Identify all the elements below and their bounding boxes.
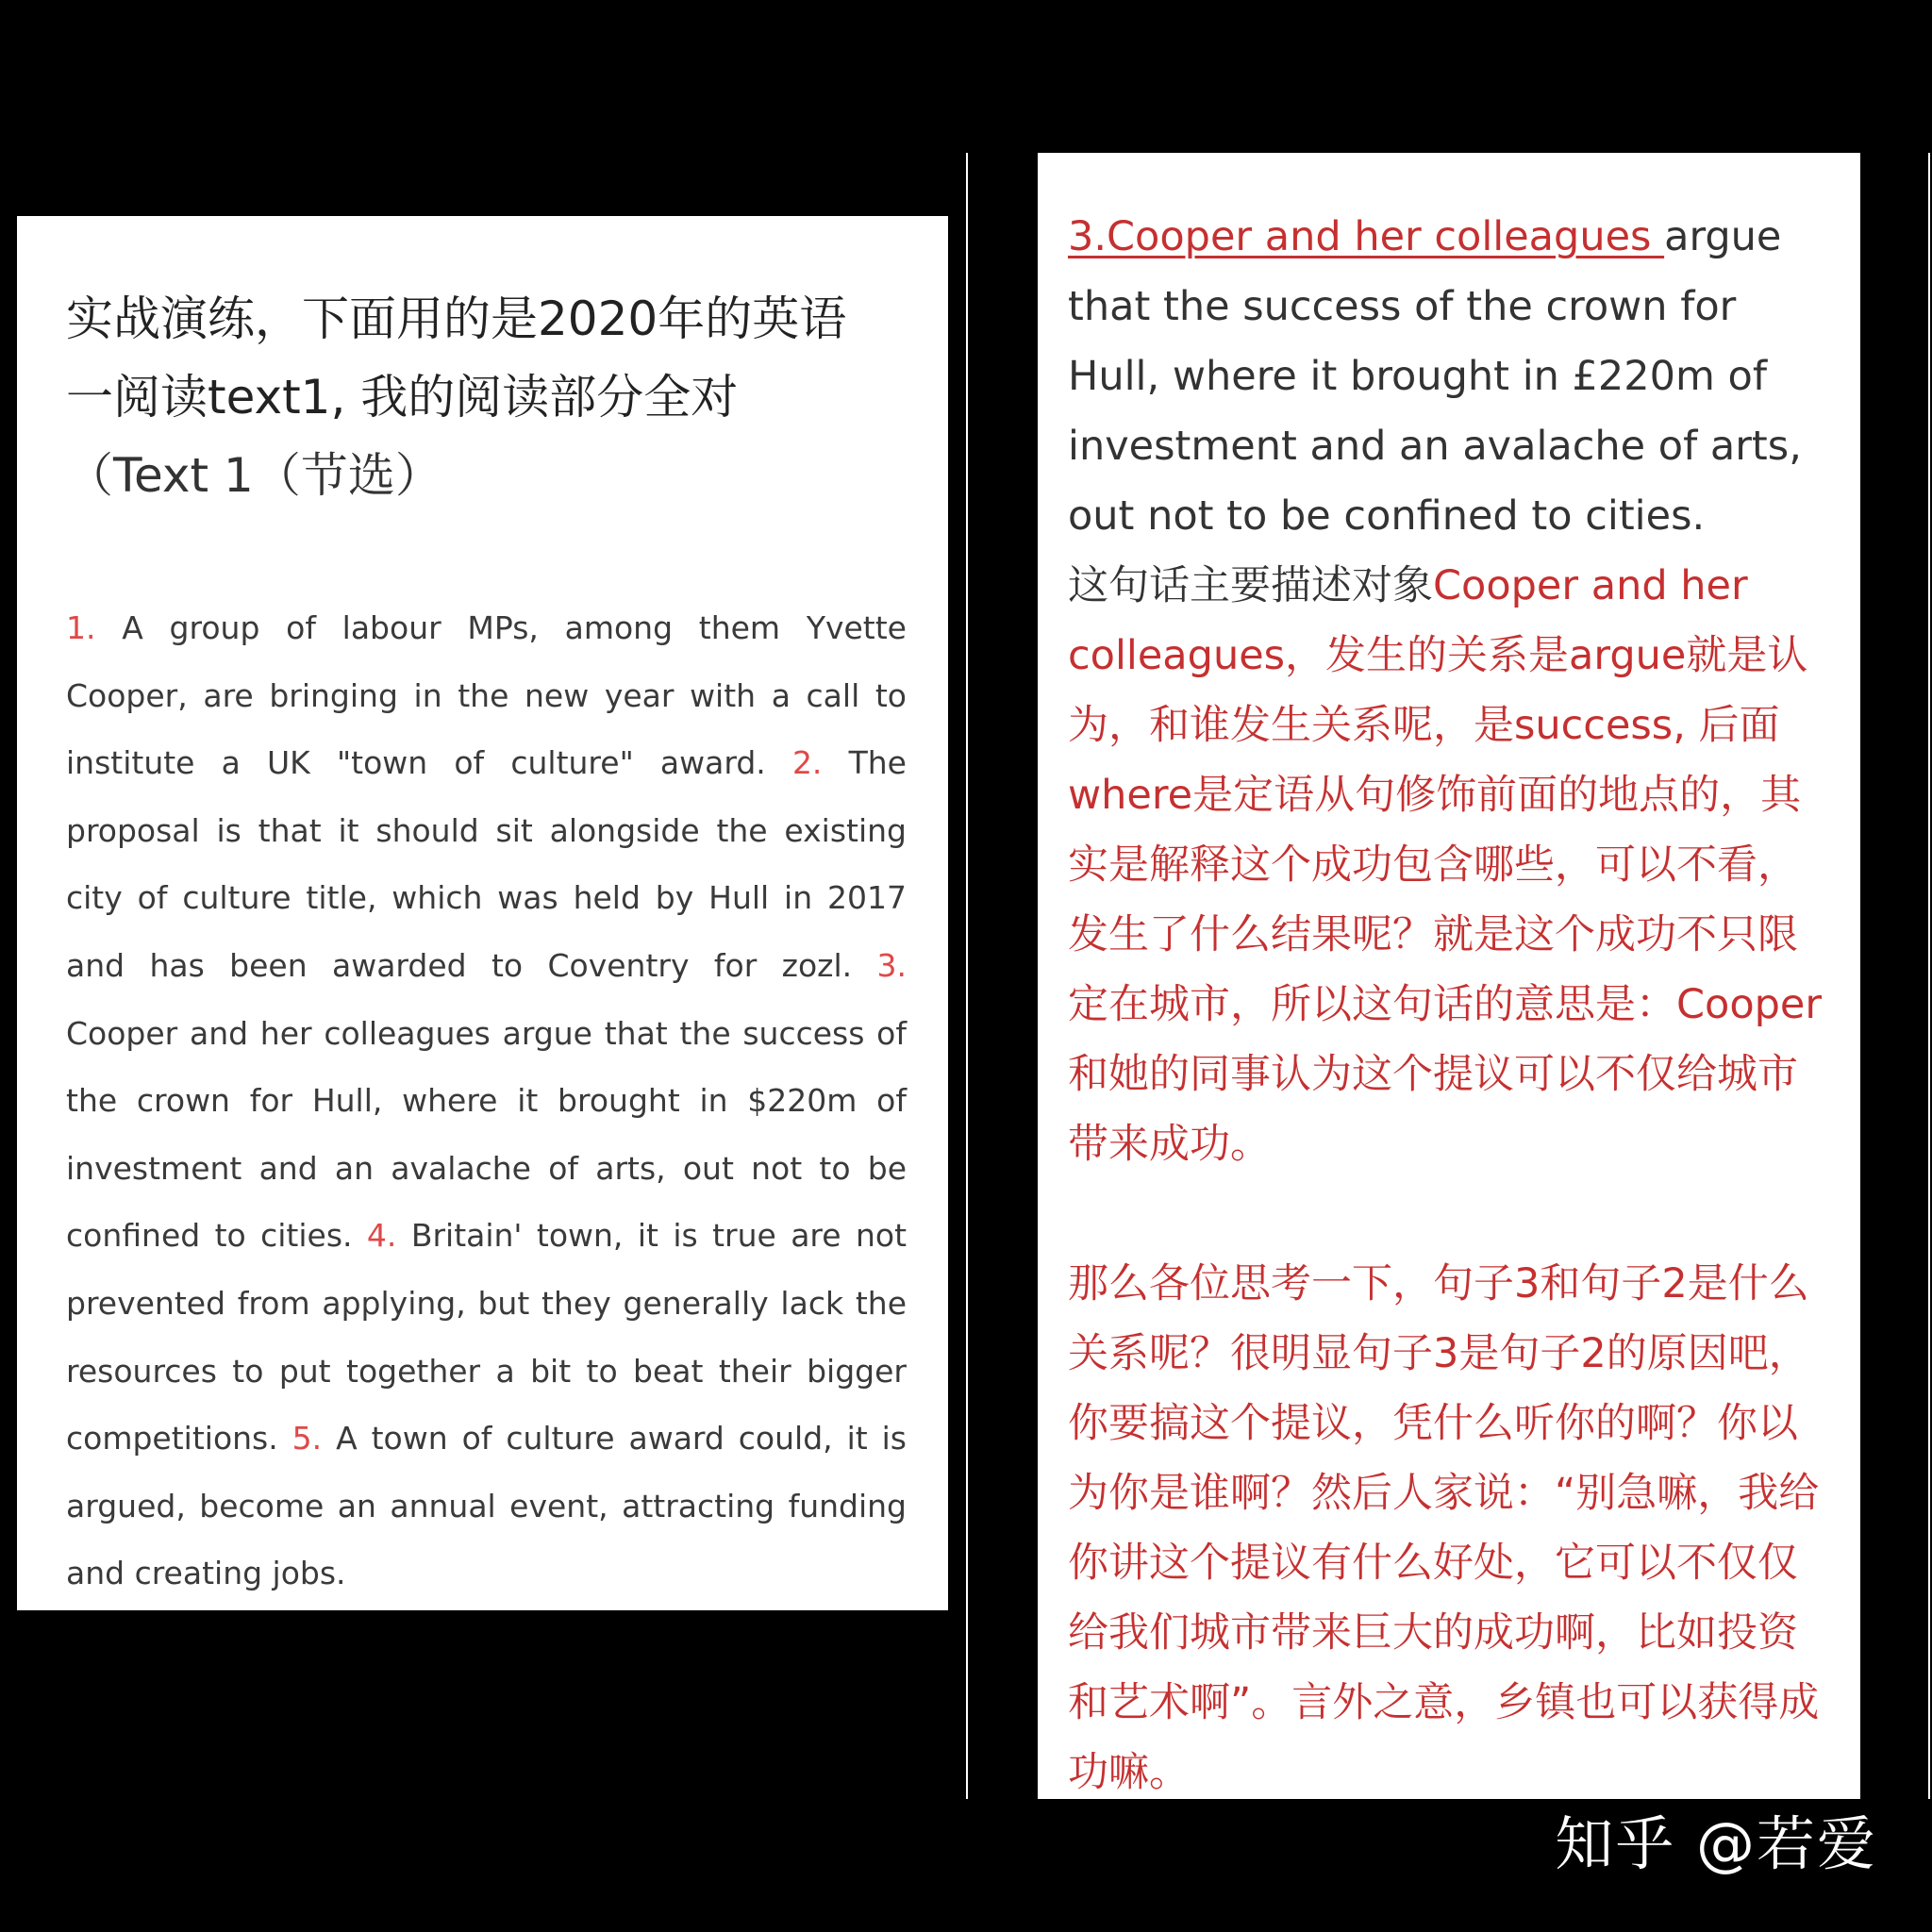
divider-line (966, 153, 968, 1799)
left-document-card (17, 216, 948, 1610)
sentence-text: Britain' town, it is true are not prevented from applying, but they generally lack the resources to put together a bit to beat their bigger competitions. (66, 1217, 908, 1457)
sentence-rest: argue that the success of the crown for Hull, where it brought in £220m of investment and an avalache of arts, out not to be confined to cities. (1068, 213, 1802, 540)
divider-line (1928, 153, 1930, 1799)
sentence-number: 1. (66, 609, 96, 646)
watermark: 知乎 @若爱 (1555, 1809, 1877, 1878)
sentence-text: Cooper and her colleagues argue that the success of the crown for Hull, where it brought in $220m of investment and an avalache of arts, out not to be confined to cities. (66, 1014, 907, 1255)
sentence-text: The proposal is that it should sit alongside the existing city of culture title, which was held by Hull in 2017 and has been awarded to Coventry for zozl. (66, 744, 907, 984)
sentence-text: A town of culture award could, it is argued, become an annual event, attracting funding and creating jobs. (66, 1420, 907, 1592)
analysis-body: Cooper and her colleagues，发生的关系是argue就是认为，和谁发生关系呢，是success, 后面where是定语从句修饰前面的地点的，其实是解释这个成功包含哪些，可以不看，发生了什么结果呢？就是这个成功不只限定在城市，所以这句话的意思是：Cooper和她的同事认为这个提议可以不仅给城市带来成功。 (1068, 562, 1823, 1168)
analysis-paragraph (1068, 551, 1832, 1179)
right-analysis-card (1038, 153, 1860, 1799)
passage-text (66, 594, 907, 1607)
heading-line: 实战演练，下面用的是2020年的英语 (66, 291, 847, 346)
sentence-subject: 3.Cooper and her colleagues (1068, 213, 1665, 260)
sentence-number: 3. (876, 946, 907, 984)
sentence-number: 2. (791, 744, 823, 782)
sentence-text: A group of labour MPs, among them Yvette Cooper, are bringing in the new year with a call to institute a UK "town of culture" award. (66, 609, 907, 782)
sentence-number: 4. (366, 1217, 397, 1255)
sentence-number: 5. (291, 1420, 323, 1457)
subheading: （Text 1（节选） (66, 448, 442, 503)
heading-line: 一阅读text1, 我的阅读部分全对 (66, 370, 739, 425)
paragraph-gap (1068, 1179, 1832, 1249)
analysis-intro: 这句话主要描述对象 (1068, 562, 1433, 609)
question-paragraph: 那么各位思考一下，句子3和句子2是什么关系呢？很明显句子3是句子2的原因吧，你要搞这个提议，凭什么听你的啊？你以为你是谁啊？然后人家说：“别急嘛，我给你讲这个提议有什么好处，它可以不仅仅给我们城市带来巨大的成功啊，比如投资和艺术啊”。言外之意，乡镇也可以获得成功嘛。 (1068, 1260, 1820, 1796)
analyzed-sentence (1068, 202, 1832, 551)
